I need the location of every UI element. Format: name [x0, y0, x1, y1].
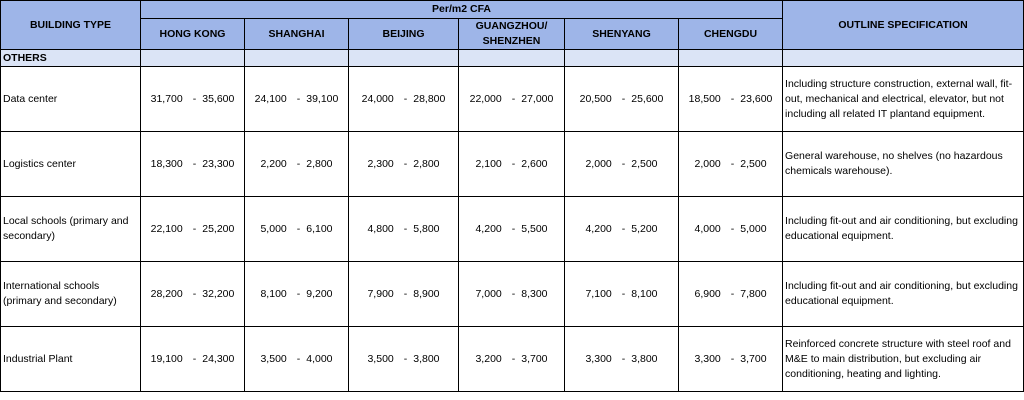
building-type-cell: Industrial Plant	[1, 327, 141, 392]
cost-range-cell	[141, 327, 245, 392]
cost-high: 39,100	[306, 93, 339, 105]
cost-range-cell	[565, 67, 679, 132]
cost-range-cell	[459, 132, 565, 197]
cost-range-cell	[459, 327, 565, 392]
cost-low: 2,100	[475, 158, 502, 170]
cost-low: 5,000	[260, 223, 287, 235]
cost-range-cell	[349, 262, 459, 327]
table-row	[1, 132, 1024, 197]
header-city-chengdu: CHENGDU	[679, 19, 783, 50]
range-separator: -	[296, 353, 301, 365]
table-row	[1, 197, 1024, 262]
cost-range-cell	[349, 132, 459, 197]
cost-high: 6,100	[306, 223, 333, 235]
cost-low: 2,000	[585, 158, 612, 170]
cost-high: 32,200	[202, 288, 235, 300]
range-separator: -	[511, 93, 516, 105]
cost-high: 25,200	[202, 223, 235, 235]
building-type-cell: Local schools (primary and secondary)	[1, 197, 141, 262]
cost-range-cell	[141, 132, 245, 197]
cost-high: 23,300	[202, 158, 235, 170]
table-row	[1, 262, 1024, 327]
cost-high: 5,800	[413, 223, 440, 235]
range-separator: -	[403, 288, 408, 300]
cost-low: 20,500	[579, 93, 612, 105]
cost-low: 4,000	[694, 223, 721, 235]
header-outline-specification: OUTLINE SPECIFICATION	[783, 1, 1024, 50]
section-row	[1, 50, 1024, 67]
cost-high: 24,300	[202, 353, 235, 365]
cost-range-cell	[459, 197, 565, 262]
range-separator: -	[296, 223, 301, 235]
header-city-shanghai: SHANGHAI	[245, 19, 349, 50]
cost-range-cell	[349, 67, 459, 132]
cost-low: 7,100	[585, 288, 612, 300]
cost-low: 22,000	[469, 93, 502, 105]
cost-low: 18,300	[150, 158, 183, 170]
cost-low: 3,500	[260, 353, 287, 365]
cost-low: 28,200	[150, 288, 183, 300]
cost-range-cell	[349, 197, 459, 262]
cost-high: 28,800	[413, 93, 446, 105]
cost-high: 5,000	[740, 223, 767, 235]
cost-high: 8,900	[413, 288, 440, 300]
cost-low: 4,200	[585, 223, 612, 235]
range-separator: -	[511, 353, 516, 365]
cost-range-cell	[141, 197, 245, 262]
building-type-cell: Logistics center	[1, 132, 141, 197]
cost-low: 7,900	[367, 288, 394, 300]
range-separator: -	[296, 158, 301, 170]
header-building-type: BUILDING TYPE	[1, 1, 141, 50]
building-type-cell: International schools (primary and secondary)	[1, 262, 141, 327]
header-city-beijing: BEIJING	[349, 19, 459, 50]
cost-high: 2,600	[521, 158, 548, 170]
cost-range-cell	[679, 327, 783, 392]
range-separator: -	[511, 158, 516, 170]
cost-low: 8,100	[260, 288, 287, 300]
cost-low: 3,300	[585, 353, 612, 365]
cost-range-cell	[679, 197, 783, 262]
range-separator: -	[192, 353, 197, 365]
range-separator: -	[192, 223, 197, 235]
table-row	[1, 327, 1024, 392]
cost-high: 2,800	[306, 158, 333, 170]
cost-low: 31,700	[150, 93, 183, 105]
cost-high: 25,600	[631, 93, 664, 105]
cost-low: 24,000	[361, 93, 394, 105]
range-separator: -	[730, 288, 735, 300]
cost-range-cell	[245, 262, 349, 327]
cost-low: 7,000	[475, 288, 502, 300]
range-separator: -	[403, 158, 408, 170]
range-separator: -	[730, 353, 735, 365]
range-separator: -	[192, 288, 197, 300]
range-separator: -	[621, 223, 626, 235]
table-row	[1, 67, 1024, 132]
cost-range-cell	[141, 67, 245, 132]
cost-low: 2,300	[367, 158, 394, 170]
header-city-shenyang: SHENYANG	[565, 19, 679, 50]
range-separator: -	[296, 288, 301, 300]
outline-specification-cell: Reinforced concrete structure with steel roof and M&E to main distribution, but excluding air conditioning, heating and lighting.	[783, 327, 1024, 392]
outline-specification-cell: Including fit-out and air conditioning, but excluding educational equipment.	[783, 262, 1024, 327]
range-separator: -	[192, 93, 197, 105]
range-separator: -	[403, 353, 408, 365]
cost-high: 7,800	[740, 288, 767, 300]
range-separator: -	[403, 93, 408, 105]
cost-range-cell	[245, 327, 349, 392]
cost-low: 18,500	[688, 93, 721, 105]
cost-range-cell	[679, 67, 783, 132]
cost-high: 5,200	[631, 223, 658, 235]
cost-range-cell	[565, 132, 679, 197]
header-per-m2: Per/m2 CFA	[141, 1, 783, 19]
cost-high: 9,200	[306, 288, 333, 300]
cost-range-cell	[565, 262, 679, 327]
cost-low: 19,100	[150, 353, 183, 365]
cost-high: 5,500	[521, 223, 548, 235]
outline-specification-cell: General warehouse, no shelves (no hazardous chemicals warehouse).	[783, 132, 1024, 197]
cost-high: 2,500	[631, 158, 658, 170]
cost-high: 8,300	[521, 288, 548, 300]
cost-low: 3,200	[475, 353, 502, 365]
section-label: OTHERS	[1, 50, 141, 67]
cost-high: 3,800	[631, 353, 658, 365]
cost-low: 22,100	[150, 223, 183, 235]
cost-high: 27,000	[521, 93, 554, 105]
range-separator: -	[621, 93, 626, 105]
cost-range-cell	[245, 197, 349, 262]
cost-low: 6,900	[694, 288, 721, 300]
cost-high: 4,000	[306, 353, 333, 365]
cost-high: 3,700	[740, 353, 767, 365]
cost-low: 4,800	[367, 223, 394, 235]
cost-low: 24,100	[254, 93, 287, 105]
cost-high: 3,700	[521, 353, 548, 365]
cost-high: 8,100	[631, 288, 658, 300]
cost-range-cell	[459, 67, 565, 132]
range-separator: -	[296, 93, 301, 105]
cost-low: 3,500	[367, 353, 394, 365]
range-separator: -	[621, 288, 626, 300]
building-type-cell: Data center	[1, 67, 141, 132]
cost-low: 2,000	[694, 158, 721, 170]
cost-range-cell	[459, 262, 565, 327]
cost-high: 3,800	[413, 353, 440, 365]
cost-high: 2,500	[740, 158, 767, 170]
cost-range-cell	[245, 132, 349, 197]
range-separator: -	[621, 158, 626, 170]
cost-range-cell	[679, 132, 783, 197]
cost-high: 23,600	[740, 93, 773, 105]
range-separator: -	[511, 223, 516, 235]
header-city-guangzhou-shenzhen: GUANGZHOU/ SHENZHEN	[459, 19, 565, 50]
cost-low: 3,300	[694, 353, 721, 365]
cost-high: 35,600	[202, 93, 235, 105]
range-separator: -	[730, 93, 735, 105]
range-separator: -	[511, 288, 516, 300]
outline-specification-cell: Including fit-out and air conditioning, but excluding educational equipment.	[783, 197, 1024, 262]
outline-specification-cell: Including structure construction, external wall, fit-out, mechanical and electrical, elevator, but not including all related IT plantand equipment.	[783, 67, 1024, 132]
header-city-hong-kong: HONG KONG	[141, 19, 245, 50]
cost-range-cell	[245, 67, 349, 132]
range-separator: -	[403, 223, 408, 235]
cost-low: 2,200	[260, 158, 287, 170]
cost-range-cell	[565, 327, 679, 392]
cost-low: 4,200	[475, 223, 502, 235]
range-separator: -	[730, 158, 735, 170]
range-separator: -	[730, 223, 735, 235]
cost-high: 2,800	[413, 158, 440, 170]
cost-range-cell	[679, 262, 783, 327]
cost-range-cell	[349, 327, 459, 392]
range-separator: -	[192, 158, 197, 170]
cost-range-cell	[565, 197, 679, 262]
range-separator: -	[621, 353, 626, 365]
cost-range-cell	[141, 262, 245, 327]
